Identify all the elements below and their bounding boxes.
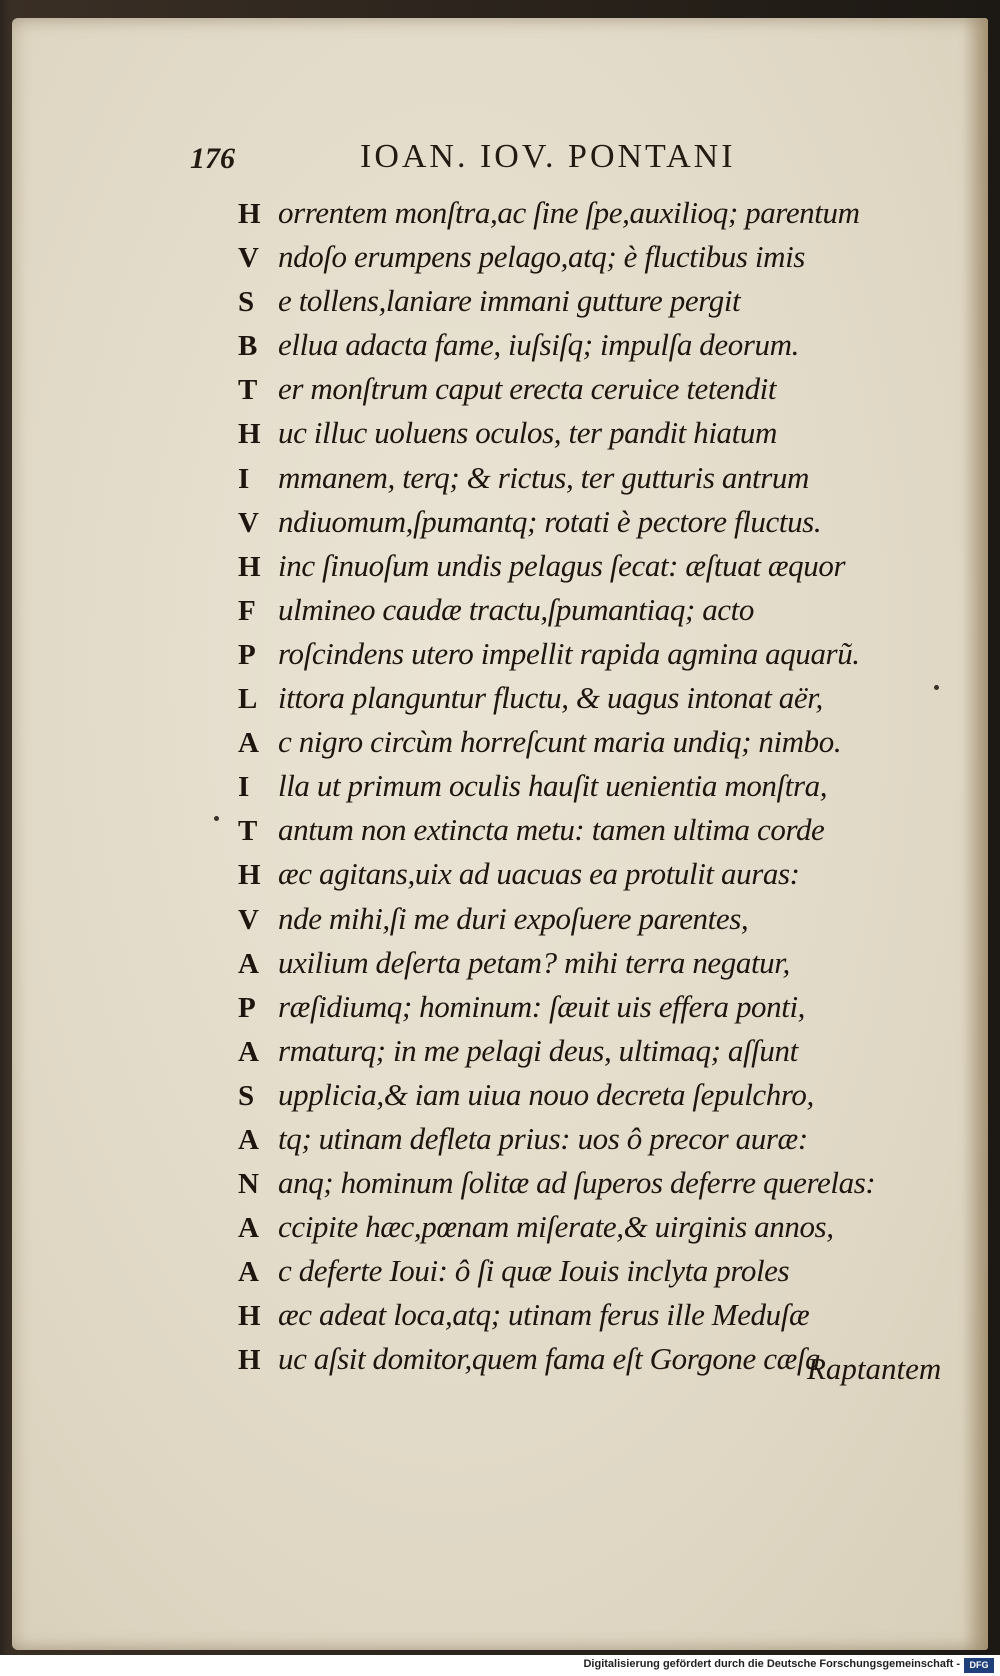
verse-text: roſcindens utero impellit rapida agmina aquarũ. <box>278 635 860 671</box>
verse-line <box>238 1033 978 1077</box>
acrostic-initial: A <box>238 947 259 980</box>
footer-credit: Digitalisierung gefördert durch die Deutsche Forschungsgemeinschaft - <box>583 1658 960 1670</box>
acrostic-initial: H <box>238 418 261 451</box>
verse-text: æc agitans,uix ad uacuas ea protulit auras: <box>278 856 800 892</box>
acrostic-initial: T <box>238 815 258 848</box>
verse-line <box>238 812 978 856</box>
verse-text: ræſidiumq; hominum: ſæuit uis effera ponti, <box>278 988 806 1024</box>
page-number: 176 <box>190 142 235 175</box>
verse-text: e tollens,laniare immani gutture pergit <box>278 283 741 319</box>
verse-line <box>238 989 978 1033</box>
verse-text: mmanem, terq; & rictus, ter gutturis antrum <box>278 459 810 495</box>
verse-line <box>238 371 978 415</box>
acrostic-initial: I <box>238 462 250 495</box>
verse-line <box>238 592 978 636</box>
verse-line <box>238 856 978 900</box>
verse-line <box>238 195 978 239</box>
verse-text: ittora planguntur fluctu, & uagus intonat aër, <box>278 680 823 716</box>
verse-block <box>238 195 978 1386</box>
verse-line <box>238 680 978 724</box>
verse-text: tq; utinam defleta prius: uos ô precor auræ: <box>278 1120 808 1156</box>
acrostic-initial: V <box>238 242 259 275</box>
acrostic-initial: T <box>238 374 258 407</box>
verse-line <box>238 460 978 504</box>
ink-speck <box>214 816 219 821</box>
verse-text: upplicia,& iam uiua nouo decreta ſepulchro, <box>278 1076 814 1112</box>
acrostic-initial: V <box>238 903 259 936</box>
verse-text: ndoſo erumpens pelago,atq; è fluctibus imis <box>278 239 805 275</box>
dfg-logo-icon: DFG <box>964 1658 994 1673</box>
acrostic-initial: H <box>238 1300 261 1333</box>
acrostic-initial: B <box>238 330 258 363</box>
verse-text: antum non extincta metu: tamen ultima corde <box>278 812 825 848</box>
verse-line <box>238 283 978 327</box>
verse-line <box>238 415 978 459</box>
acrostic-initial: H <box>238 859 261 892</box>
verse-line <box>238 1077 978 1121</box>
verse-text: c deferte Ioui: ô ſi quæ Iouis inclyta proles <box>278 1253 790 1289</box>
verse-text: uxilium deſerta petam? mihi terra negatur, <box>278 944 790 980</box>
acrostic-initial: S <box>238 1079 255 1112</box>
verse-text: er monſtrum caput erecta ceruice tetendit <box>278 371 777 407</box>
digitization-footer <box>0 1655 1000 1676</box>
verse-text: orrentem monſtra,ac ſine ſpe,auxilioq; parentum <box>278 195 860 230</box>
acrostic-initial: V <box>238 506 259 539</box>
verse-line <box>238 239 978 283</box>
verse-text: anq; hominum ſolitæ ad ſuperos deferre querelas: <box>278 1165 876 1201</box>
verse-line <box>238 901 978 945</box>
verse-line <box>238 1253 978 1297</box>
acrostic-initial: N <box>238 1168 259 1201</box>
acrostic-initial: A <box>238 1035 259 1068</box>
catchword: Raptantem <box>807 1351 942 1386</box>
acrostic-initial: F <box>238 594 256 627</box>
verse-text: rmaturq; in me pelagi deus, ultimaq; aſſunt <box>278 1032 798 1068</box>
acrostic-initial: H <box>238 1344 261 1377</box>
verse-text: æc adeat loca,atq; utinam ferus ille Meduſæ <box>278 1297 810 1333</box>
verse-text: lla ut primum oculis hauſit uenientia monſtra, <box>278 768 828 804</box>
verse-line <box>238 1121 978 1165</box>
acrostic-initial: S <box>238 286 255 319</box>
acrostic-initial: A <box>238 1212 259 1245</box>
verse-line <box>238 1165 978 1209</box>
book-page <box>12 18 988 1650</box>
ink-speck <box>934 685 939 690</box>
verse-line <box>238 1297 978 1341</box>
verse-line <box>238 1209 978 1253</box>
verse-line <box>238 636 978 680</box>
acrostic-initial: P <box>238 638 256 671</box>
verse-line <box>238 504 978 548</box>
verse-line <box>238 945 978 989</box>
acrostic-initial: P <box>238 991 256 1024</box>
acrostic-initial: H <box>238 550 261 583</box>
acrostic-initial: A <box>238 1256 259 1289</box>
verse-text: uc illuc uoluens oculos, ter pandit hiatum <box>278 415 777 451</box>
verse-text: ellua adacta fame, iuſsiſq; impulſa deorum. <box>278 327 799 363</box>
verse-text: ndiuomum,ſpumantq; rotati è pectore fluctus. <box>278 503 822 539</box>
acrostic-initial: I <box>238 771 250 804</box>
verse-line <box>238 768 978 812</box>
running-head: IOAN. IOV. PONTANI <box>360 138 736 175</box>
verse-text: ccipite hæc,pœnam miſerate,& uirginis annos, <box>278 1209 834 1245</box>
acrostic-initial: L <box>238 683 258 716</box>
verse-line <box>238 548 978 592</box>
acrostic-initial: A <box>238 727 259 760</box>
verse-text: inc ſinuoſum undis pelagus ſecat: æſtuat æquor <box>278 547 846 583</box>
verse-text: c nigro circùm horreſcunt maria undiq; nimbo. <box>278 724 842 760</box>
acrostic-initial: A <box>238 1123 259 1156</box>
verse-text: ulmineo caudæ tractu,ſpumantiaq; acto <box>278 591 754 627</box>
verse-line <box>238 724 978 768</box>
verse-text: uc aſsit domitor,quem fama eſt Gorgone cæſa <box>278 1341 821 1377</box>
acrostic-initial: H <box>238 198 261 230</box>
verse-text: nde mihi,ſi me duri expoſuere parentes, <box>278 900 749 936</box>
verse-line <box>238 327 978 371</box>
page-header <box>12 138 988 188</box>
